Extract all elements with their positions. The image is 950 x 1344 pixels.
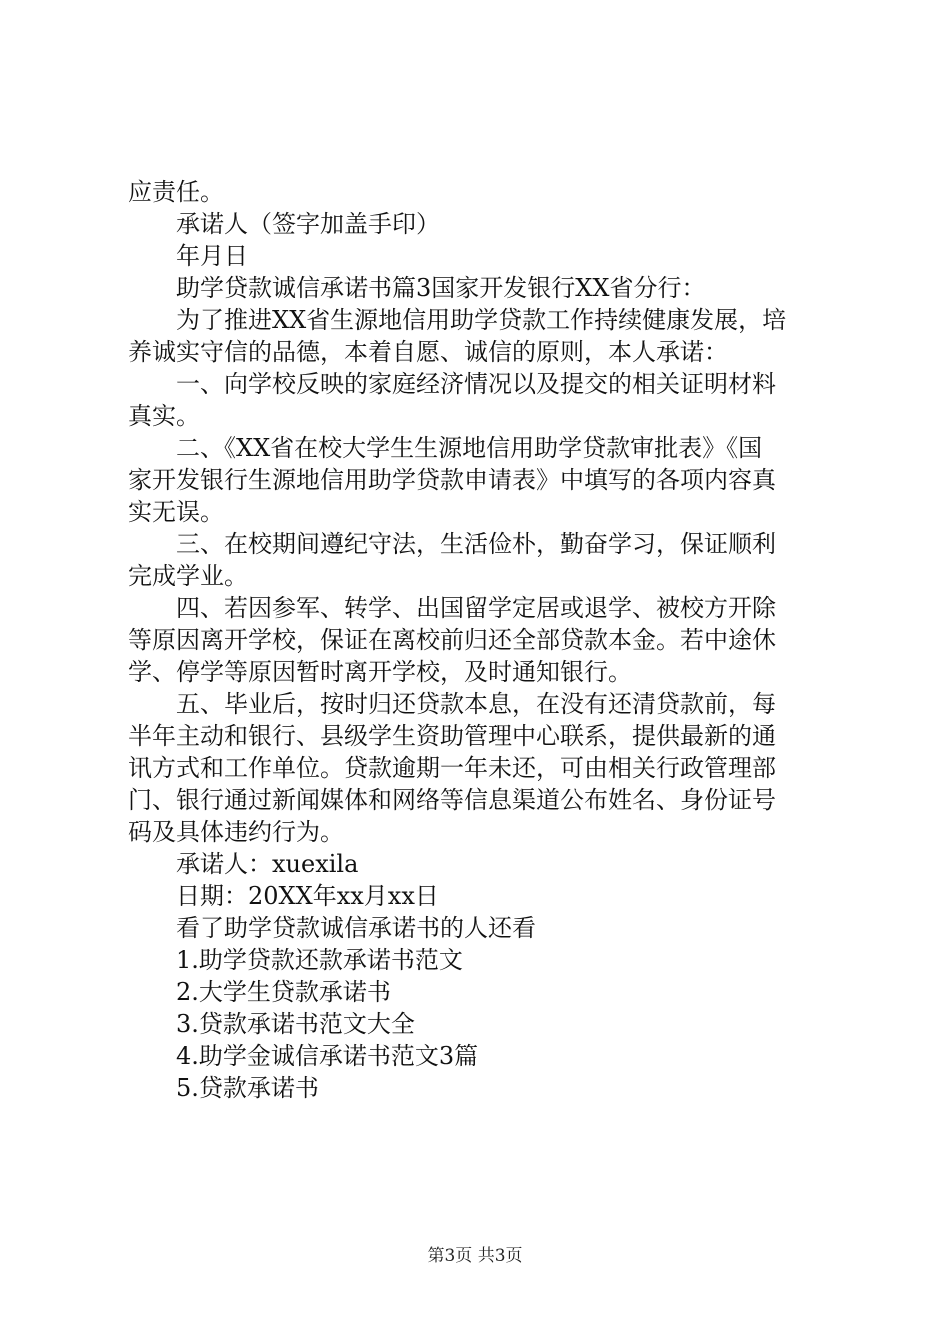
text-line: 三、在校期间遵纪守法，生活俭朴，勤奋学习，保证顺利 [176,530,776,558]
text-line: 完成学业。 [128,562,248,590]
text-line: 助学贷款诚信承诺书篇3国家开发银行XX省分行： [176,274,706,302]
text-line: 码及具体违约行为。 [128,818,344,846]
text-line: 学、停学等原因暂时离开学校，及时通知银行。 [128,658,632,686]
text-line: 五、毕业后，按时归还贷款本息，在没有还清贷款前，每 [176,690,776,718]
text-line: 实无误。 [128,498,224,526]
text-line: 等原因离开学校，保证在离校前归还全部贷款本金。若中途休 [128,626,776,654]
page-footer: 第3页 共3页 [427,1246,523,1266]
text-line: 1.助学贷款还款承诺书范文 [176,946,463,974]
text-line: 承诺人（签字加盖手印） [176,210,440,238]
text-line: 应责任。 [128,178,224,206]
text-line: 二、《XX省在校大学生生源地信用助学贷款审批表》《国 [176,434,763,462]
text-line: 半年主动和银行、县级学生资助管理中心联系，提供最新的通 [128,722,776,750]
text-line: 真实。 [128,402,200,430]
text-line: 4.助学金诚信承诺书范文3篇 [176,1042,479,1070]
text-line: 为了推进XX省生源地信用助学贷款工作持续健康发展，培 [176,306,787,334]
text-line: 年月日 [176,242,248,270]
text-line: 5.贷款承诺书 [176,1074,319,1102]
text-line: 四、若因参军、转学、出国留学定居或退学、被校方开除 [176,594,776,622]
text-line: 日期：20XX年xx月xx日 [176,882,439,910]
text-line: 一、向学校反映的家庭经济情况以及提交的相关证明材料 [176,370,776,398]
text-line: 承诺人：xuexila [176,850,359,878]
text-line: 讯方式和工作单位。贷款逾期一年未还，可由相关行政管理部 [128,754,776,782]
document-body [128,176,834,1104]
text-line: 家开发银行生源地信用助学贷款申请表》中填写的各项内容真 [128,466,776,494]
text-line: 看了助学贷款诚信承诺书的人还看 [176,914,536,942]
text-line: 3.贷款承诺书范文大全 [176,1010,415,1038]
text-line: 门、银行通过新闻媒体和网络等信息渠道公布姓名、身份证号 [128,786,776,814]
text-line: 2.大学生贷款承诺书 [176,978,391,1006]
text-line: 养诚实守信的品德，本着自愿、诚信的原则，本人承诺： [128,338,728,366]
